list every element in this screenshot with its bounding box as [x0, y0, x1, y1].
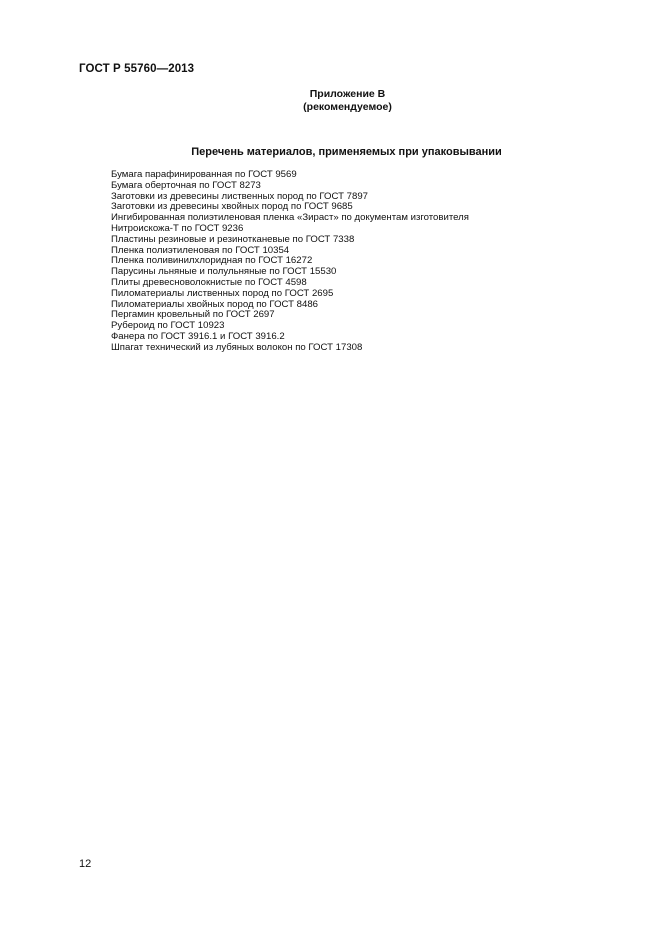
list-item: Пленка поливинилхлоридная по ГОСТ 16272 — [111, 255, 313, 267]
list-item: Рубероид по ГОСТ 10923 — [111, 320, 225, 332]
appendix-heading — [0, 88, 661, 113]
list-item: Пергамин кровельный по ГОСТ 2697 — [111, 309, 275, 321]
list-item: Заготовки из древесины хвойных пород по ГОСТ 9685 — [111, 201, 353, 213]
list-item: Шпагат технический из лубяных волокон по ГОСТ 17308 — [111, 341, 363, 353]
materials-list — [111, 170, 469, 354]
page-number: 12 — [79, 858, 92, 870]
appendix-title: Приложение В — [309, 88, 386, 100]
list-item: Фанера по ГОСТ 3916.1 и ГОСТ 3916.2 — [111, 330, 285, 342]
list-item: Нитроискожа-Т по ГОСТ 9236 — [111, 222, 244, 234]
document-header: ГОСТ Р 55760—2013 — [79, 63, 195, 75]
list-item: Плиты древесноволокнистые по ГОСТ 4598 — [111, 276, 307, 288]
list-item: Ингибированная полиэтиленовая пленка «Зираст» по документам изготовителя — [111, 212, 469, 224]
list-title-text: Перечень материалов, применяемых при упаковывании — [191, 146, 502, 158]
list-item: Парусины льняные и полульняные по ГОСТ 15530 — [111, 266, 337, 278]
list-item: Заготовки из древесины лиственных пород по ГОСТ 7897 — [111, 190, 368, 202]
list-item: Пленка полиэтиленовая по ГОСТ 10354 — [111, 244, 290, 256]
appendix-subtitle: (рекомендуемое) — [303, 100, 392, 113]
list-item: Пиломатериалы лиственных пород по ГОСТ 2695 — [111, 287, 334, 299]
list-title — [0, 146, 661, 158]
list-item: Бумага оберточная по ГОСТ 8273 — [111, 179, 261, 191]
list-item: Пластины резиновые и резинотканевые по ГОСТ 7338 — [111, 233, 355, 245]
list-item: Бумага парафинированная по ГОСТ 9569 — [111, 169, 297, 180]
list-item: Пиломатериалы хвойных пород по ГОСТ 8486 — [111, 298, 319, 310]
